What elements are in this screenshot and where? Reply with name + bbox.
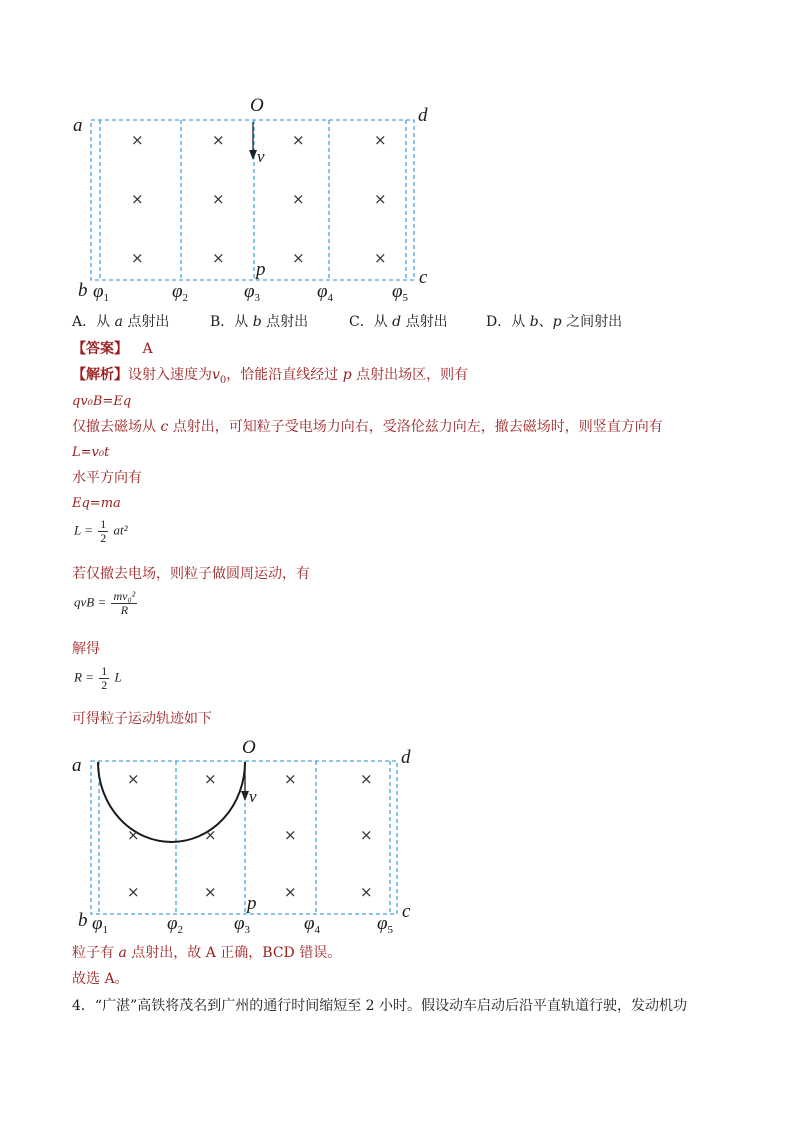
magnetic-field-cross: × [284, 883, 297, 901]
analysis-tag: 【解析】 [72, 367, 128, 383]
label-b: b [78, 910, 88, 931]
magnetic-field-cross: × [284, 770, 297, 788]
equation-2: L=v₀t [72, 445, 110, 460]
magnetic-field-cross: × [360, 883, 373, 901]
answer-line [72, 340, 153, 358]
label-phi-2: $\varphi_2$ [167, 913, 184, 936]
option-d: D．从 b、p 之间射出 [486, 314, 623, 330]
magnetic-field-cross: × [374, 249, 387, 267]
magnetic-field-cross: × [212, 249, 225, 267]
option-c: C．从 d 点射出 [349, 314, 448, 330]
analysis-line-1: 【解析】设射入速度为$v_0$，恰能沿直线经过 p 点射出场区，则有 [72, 367, 469, 386]
magnetic-field-cross: × [131, 190, 144, 208]
option-a: A．从 a 点射出 [72, 314, 170, 330]
label-p: p [247, 893, 257, 914]
label-phi-5: $\varphi_5$ [392, 281, 409, 304]
label-O: O [242, 737, 256, 758]
label-v: v [249, 787, 257, 806]
magnetic-field-cross: × [284, 826, 297, 844]
analysis-line-3: 水平方向有 [72, 470, 142, 486]
magnetic-field-cross: × [374, 190, 387, 208]
label-c: c [402, 901, 411, 922]
equation-6: R = $\frac{1}{2}$ L [74, 664, 122, 692]
magnetic-field-cross: × [204, 826, 217, 844]
diagram-1 [0, 0, 794, 310]
magnetic-field-cross: × [360, 770, 373, 788]
label-b: b [78, 280, 88, 301]
magnetic-field-cross: × [127, 883, 140, 901]
analysis-line-4: 若仅撤去电场，则粒子做圆周运动，有 [72, 566, 310, 582]
magnetic-field-cross: × [204, 770, 217, 788]
magnetic-field-cross: × [127, 770, 140, 788]
label-d: d [401, 747, 411, 768]
magnetic-field-cross: × [292, 131, 305, 149]
label-O: O [250, 95, 264, 116]
magnetic-field-cross: × [212, 190, 225, 208]
magnetic-field-cross: × [204, 883, 217, 901]
next-question: 4．“广湛”高铁将茂名到广州的通行时间缩短至 2 小时。假设动车启动后沿平直轨道行驶，发动机功 [72, 998, 688, 1014]
label-phi-3: $\varphi_3$ [244, 281, 261, 304]
magnetic-field-cross: × [292, 249, 305, 267]
conclusion-line-2: 故选 A。 [72, 971, 129, 987]
equation-5: qvB = $\frac{\text{mv₀²}}{R}$ [74, 589, 136, 617]
magnetic-field-cross: × [127, 826, 140, 844]
option-b: B．从 b 点射出 [210, 314, 309, 330]
analysis-line-2: 仅撤去磁场从 c 点射出，可知粒子受电场力向右，受洛伦兹力向左，撤去磁场时，则竖直方向有 [72, 419, 663, 435]
label-phi-3: $\varphi_3$ [234, 913, 251, 936]
magnetic-field-cross: × [131, 249, 144, 267]
equation-4: L = $\frac{1}{2}$ at² [74, 517, 128, 545]
particle-trajectory [98, 762, 245, 842]
conclusion-line-1: 粒子有 a 点射出，故 A 正确，BCD 错误。 [72, 945, 342, 961]
label-phi-5: $\varphi_5$ [377, 913, 394, 936]
label-d: d [418, 105, 428, 126]
analysis-line-6: 可得粒子运动轨迹如下 [72, 711, 212, 727]
diagram-1-frame [0, 0, 794, 310]
velocity-arrow-1 [249, 122, 257, 160]
label-phi-4: $\varphi_4$ [317, 281, 334, 304]
equation-1: qv₀B=Eq [72, 394, 132, 409]
diagram-2-frame [0, 730, 794, 940]
label-a: a [72, 755, 82, 776]
label-a: a [73, 115, 83, 136]
answer-value: A [142, 341, 153, 357]
answer-tag: 【答案】 [72, 341, 128, 357]
label-phi-1: $\varphi_1$ [93, 281, 110, 304]
magnetic-field-cross: × [360, 826, 373, 844]
magnetic-field-cross: × [374, 131, 387, 149]
label-phi-1: $\varphi_1$ [92, 913, 109, 936]
equation-3: Eq=ma [72, 496, 121, 511]
magnetic-field-cross: × [212, 131, 225, 149]
label-c: c [419, 267, 428, 288]
label-v: v [257, 147, 265, 166]
label-p: p [256, 259, 266, 280]
analysis-line-5: 解得 [72, 641, 100, 657]
label-phi-4: $\varphi_4$ [304, 913, 321, 936]
label-phi-2: $\varphi_2$ [172, 281, 189, 304]
magnetic-field-cross: × [131, 131, 144, 149]
magnetic-field-cross: × [292, 190, 305, 208]
diagram-2 [0, 730, 794, 940]
